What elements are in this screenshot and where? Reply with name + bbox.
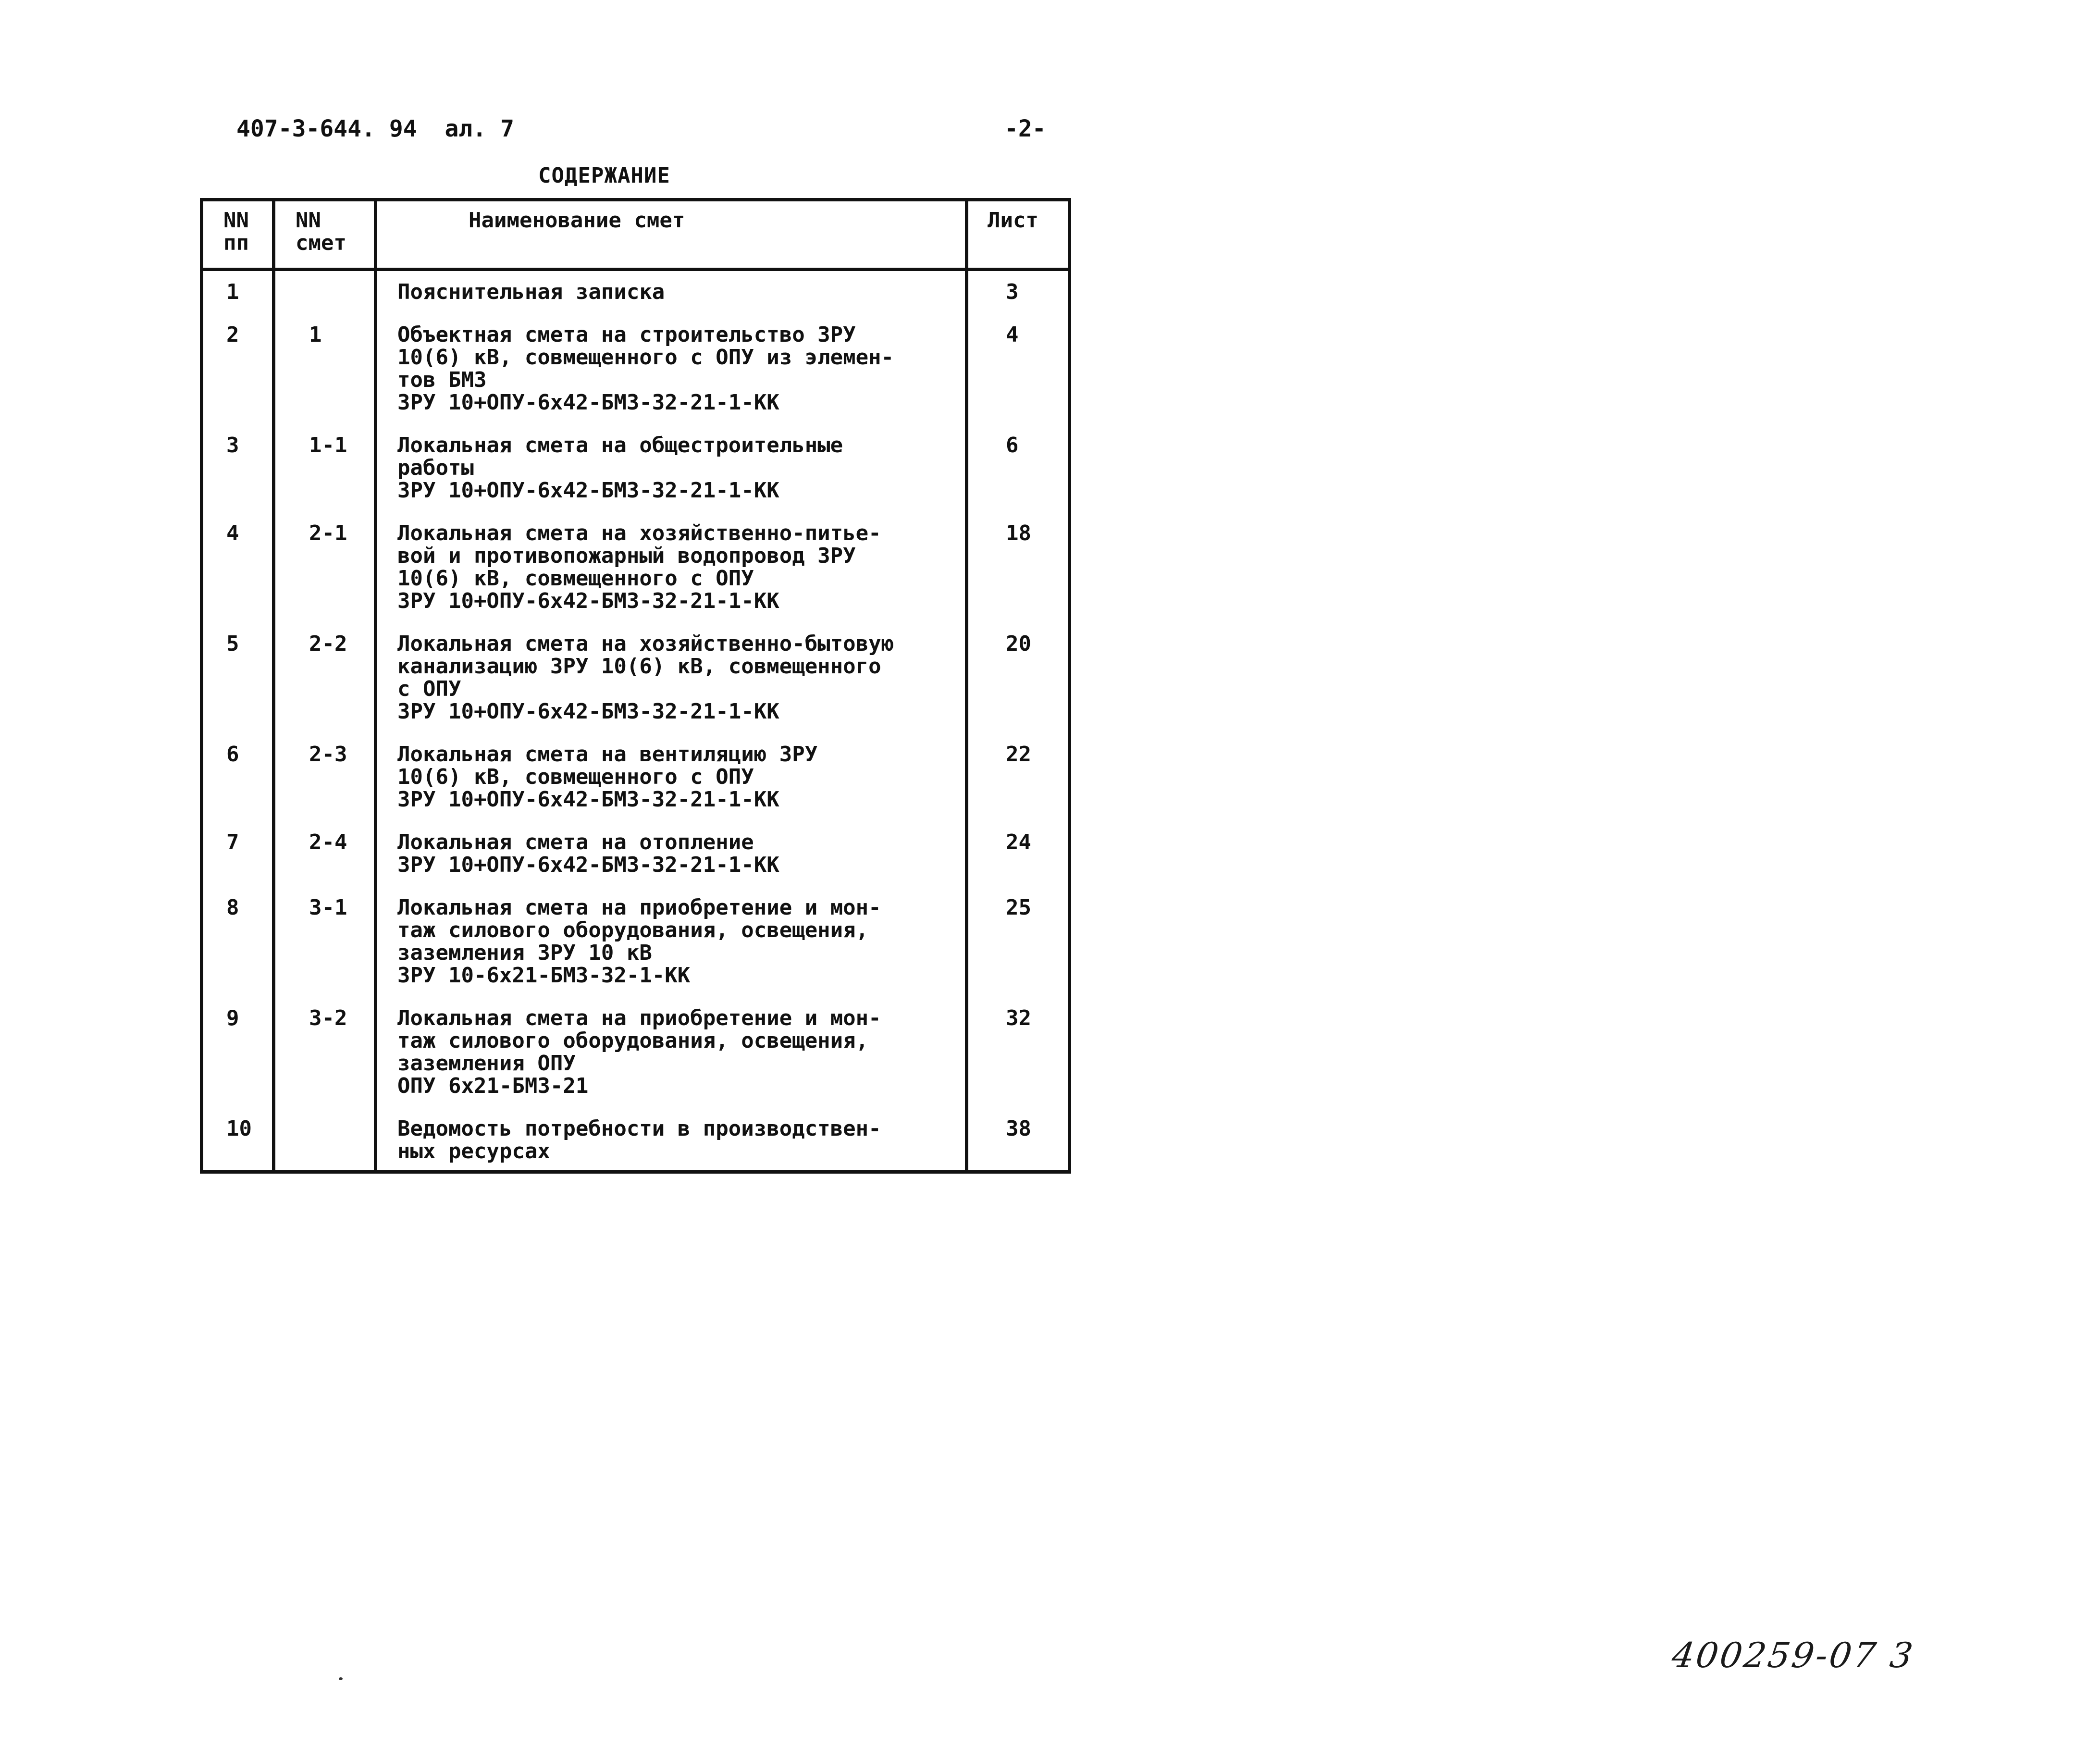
estimate-name-cell: [376, 731, 967, 819]
table-row: [202, 731, 1070, 819]
estimate-name-cell: [376, 270, 967, 312]
estimate-name-line: 10(6) кВ, совмещенного с ОПУ: [397, 566, 754, 591]
contents-table: [200, 198, 1071, 1174]
sheet-number-cell: 32: [967, 995, 1070, 1106]
estimate-name-line: Локальная смета на приобретение и мон-: [397, 895, 881, 920]
table-row: [202, 1106, 1070, 1172]
estimate-name-cell: [376, 885, 967, 995]
table-row: [202, 995, 1070, 1106]
estimate-name-line: ЗРУ 10+ОПУ-6х42-БМЗ-32-21-1-КК: [397, 478, 779, 503]
estimate-number-cell: 3-1: [274, 885, 376, 995]
sheet-number-cell: 25: [967, 885, 1070, 995]
sheet-number-cell: 4: [967, 312, 1070, 422]
estimate-name-line: заземления ОПУ: [397, 1051, 576, 1076]
row-number-cell: 8: [202, 885, 274, 995]
estimate-name-line: работы: [397, 456, 474, 480]
estimate-number-cell: 2-3: [274, 731, 376, 819]
estimate-name-line: Локальная смета на общестроительные: [397, 433, 843, 458]
estimate-name-line: ОПУ 6х21-БМЗ-21: [397, 1074, 589, 1098]
estimate-name-line: заземления ЗРУ 10 кВ: [397, 941, 652, 965]
row-number-cell: 5: [202, 621, 274, 731]
sheet-number-cell: 22: [967, 731, 1070, 819]
estimate-name-cell: [376, 422, 967, 510]
sheet-number-cell: 20: [967, 621, 1070, 731]
estimate-name-line: 10(6) кВ, совмещенного с ОПУ из элемен-: [397, 345, 894, 370]
row-number-cell: 9: [202, 995, 274, 1106]
row-number-cell: 10: [202, 1106, 274, 1172]
estimate-number-cell: [274, 1106, 376, 1172]
sheet-number-cell: 6: [967, 422, 1070, 510]
sheet-number-cell: 3: [967, 270, 1070, 312]
table-row: [202, 422, 1070, 510]
row-number-cell: 1: [202, 270, 274, 312]
row-number-cell: 7: [202, 819, 274, 885]
row-number-cell: 6: [202, 731, 274, 819]
header-label: NN: [223, 208, 249, 233]
estimate-name-cell: [376, 995, 967, 1106]
row-number-cell: 4: [202, 510, 274, 621]
estimate-name-cell: [376, 510, 967, 621]
table-row: [202, 312, 1070, 422]
estimate-number-cell: [274, 270, 376, 312]
estimate-name-line: Локальная смета на отопление: [397, 830, 754, 855]
estimate-name-line: таж силового оборудования, освещения,: [397, 1028, 869, 1053]
header-label: Лист: [988, 208, 1038, 233]
estimate-name-line: ЗРУ 10+ОПУ-6х42-БМЗ-32-21-1-КК: [397, 589, 779, 613]
estimate-name-line: ЗРУ 10+ОПУ-6х42-БМЗ-32-21-1-КК: [397, 787, 779, 812]
estimate-number-cell: 2-2: [274, 621, 376, 731]
estimate-name-line: Локальная смета на хозяйственно-бытовую: [397, 632, 894, 656]
estimate-number-cell: 2-4: [274, 819, 376, 885]
estimate-name-cell: [376, 621, 967, 731]
table-row: [202, 819, 1070, 885]
estimate-name-line: Объектная смета на строительство ЗРУ: [397, 322, 856, 347]
header-label: смет: [296, 231, 346, 255]
estimate-number-cell: 3-2: [274, 995, 376, 1106]
table-row: [202, 885, 1070, 995]
contents-title: СОДЕРЖАНИЕ: [538, 163, 670, 188]
estimate-name-cell: [376, 1106, 967, 1172]
handwritten-archive-number: 400259-07 3: [1669, 1635, 1917, 1675]
estimate-name-line: Локальная смета на хозяйственно-питье-: [397, 521, 881, 545]
table-row: [202, 270, 1070, 312]
sheet-number-cell: 18: [967, 510, 1070, 621]
sheet-number-cell: 38: [967, 1106, 1070, 1172]
estimate-name-line: вой и противопожарный водопровод ЗРУ: [397, 544, 856, 568]
estimate-name-line: ЗРУ 10+ОПУ-6х42-БМЗ-32-21-1-КК: [397, 390, 779, 415]
estimate-name-line: ЗРУ 10+ОПУ-6х42-БМЗ-32-21-1-КК: [397, 699, 779, 724]
header-row-number: [202, 200, 274, 270]
estimate-name-line: с ОПУ: [397, 677, 461, 701]
table-row: [202, 621, 1070, 731]
header-estimate-number: [274, 200, 376, 270]
estimate-name-line: таж силового оборудования, освещения,: [397, 918, 869, 942]
estimate-number-cell: 1-1: [274, 422, 376, 510]
estimate-name-line: Ведомость потребности в производствен-: [397, 1116, 881, 1141]
estimate-name-line: 10(6) кВ, совмещенного с ОПУ: [397, 765, 754, 789]
page-number: -2-: [1004, 115, 1046, 142]
table-row: [202, 510, 1070, 621]
sheet-number-cell: 24: [967, 819, 1070, 885]
estimate-name-line: тов БМЗ: [397, 368, 487, 392]
table-header-row: [202, 200, 1070, 270]
estimate-name-line: ЗРУ 10-6х21-БМЗ-32-1-КК: [397, 963, 691, 988]
header-label: Наименование смет: [469, 208, 685, 233]
estimate-name-cell: [376, 312, 967, 422]
document-code: 407-3-644. 94 ал. 7: [236, 115, 514, 142]
header-label: NN: [296, 208, 321, 233]
estimate-name-line: канализацию ЗРУ 10(6) кВ, совмещенного: [397, 654, 881, 679]
estimate-name-line: Локальная смета на приобретение и мон-: [397, 1006, 881, 1030]
estimate-name-line: ных ресурсах: [397, 1139, 550, 1164]
estimate-name-line: ЗРУ 10+ОПУ-6х42-БМЗ-32-21-1-КК: [397, 853, 779, 877]
estimate-number-cell: 1: [274, 312, 376, 422]
estimate-number-cell: 2-1: [274, 510, 376, 621]
row-number-cell: 3: [202, 422, 274, 510]
scan-speck: [339, 1677, 343, 1680]
estimate-name-cell: [376, 819, 967, 885]
estimate-name-line: Локальная смета на вентиляцию ЗРУ: [397, 742, 818, 767]
header-label: пп: [223, 231, 249, 255]
row-number-cell: 2: [202, 312, 274, 422]
header-estimate-name: [376, 200, 967, 270]
table-body: [202, 270, 1070, 1172]
estimate-name-line: Пояснительная записка: [397, 280, 665, 304]
header-sheet: [967, 200, 1070, 270]
